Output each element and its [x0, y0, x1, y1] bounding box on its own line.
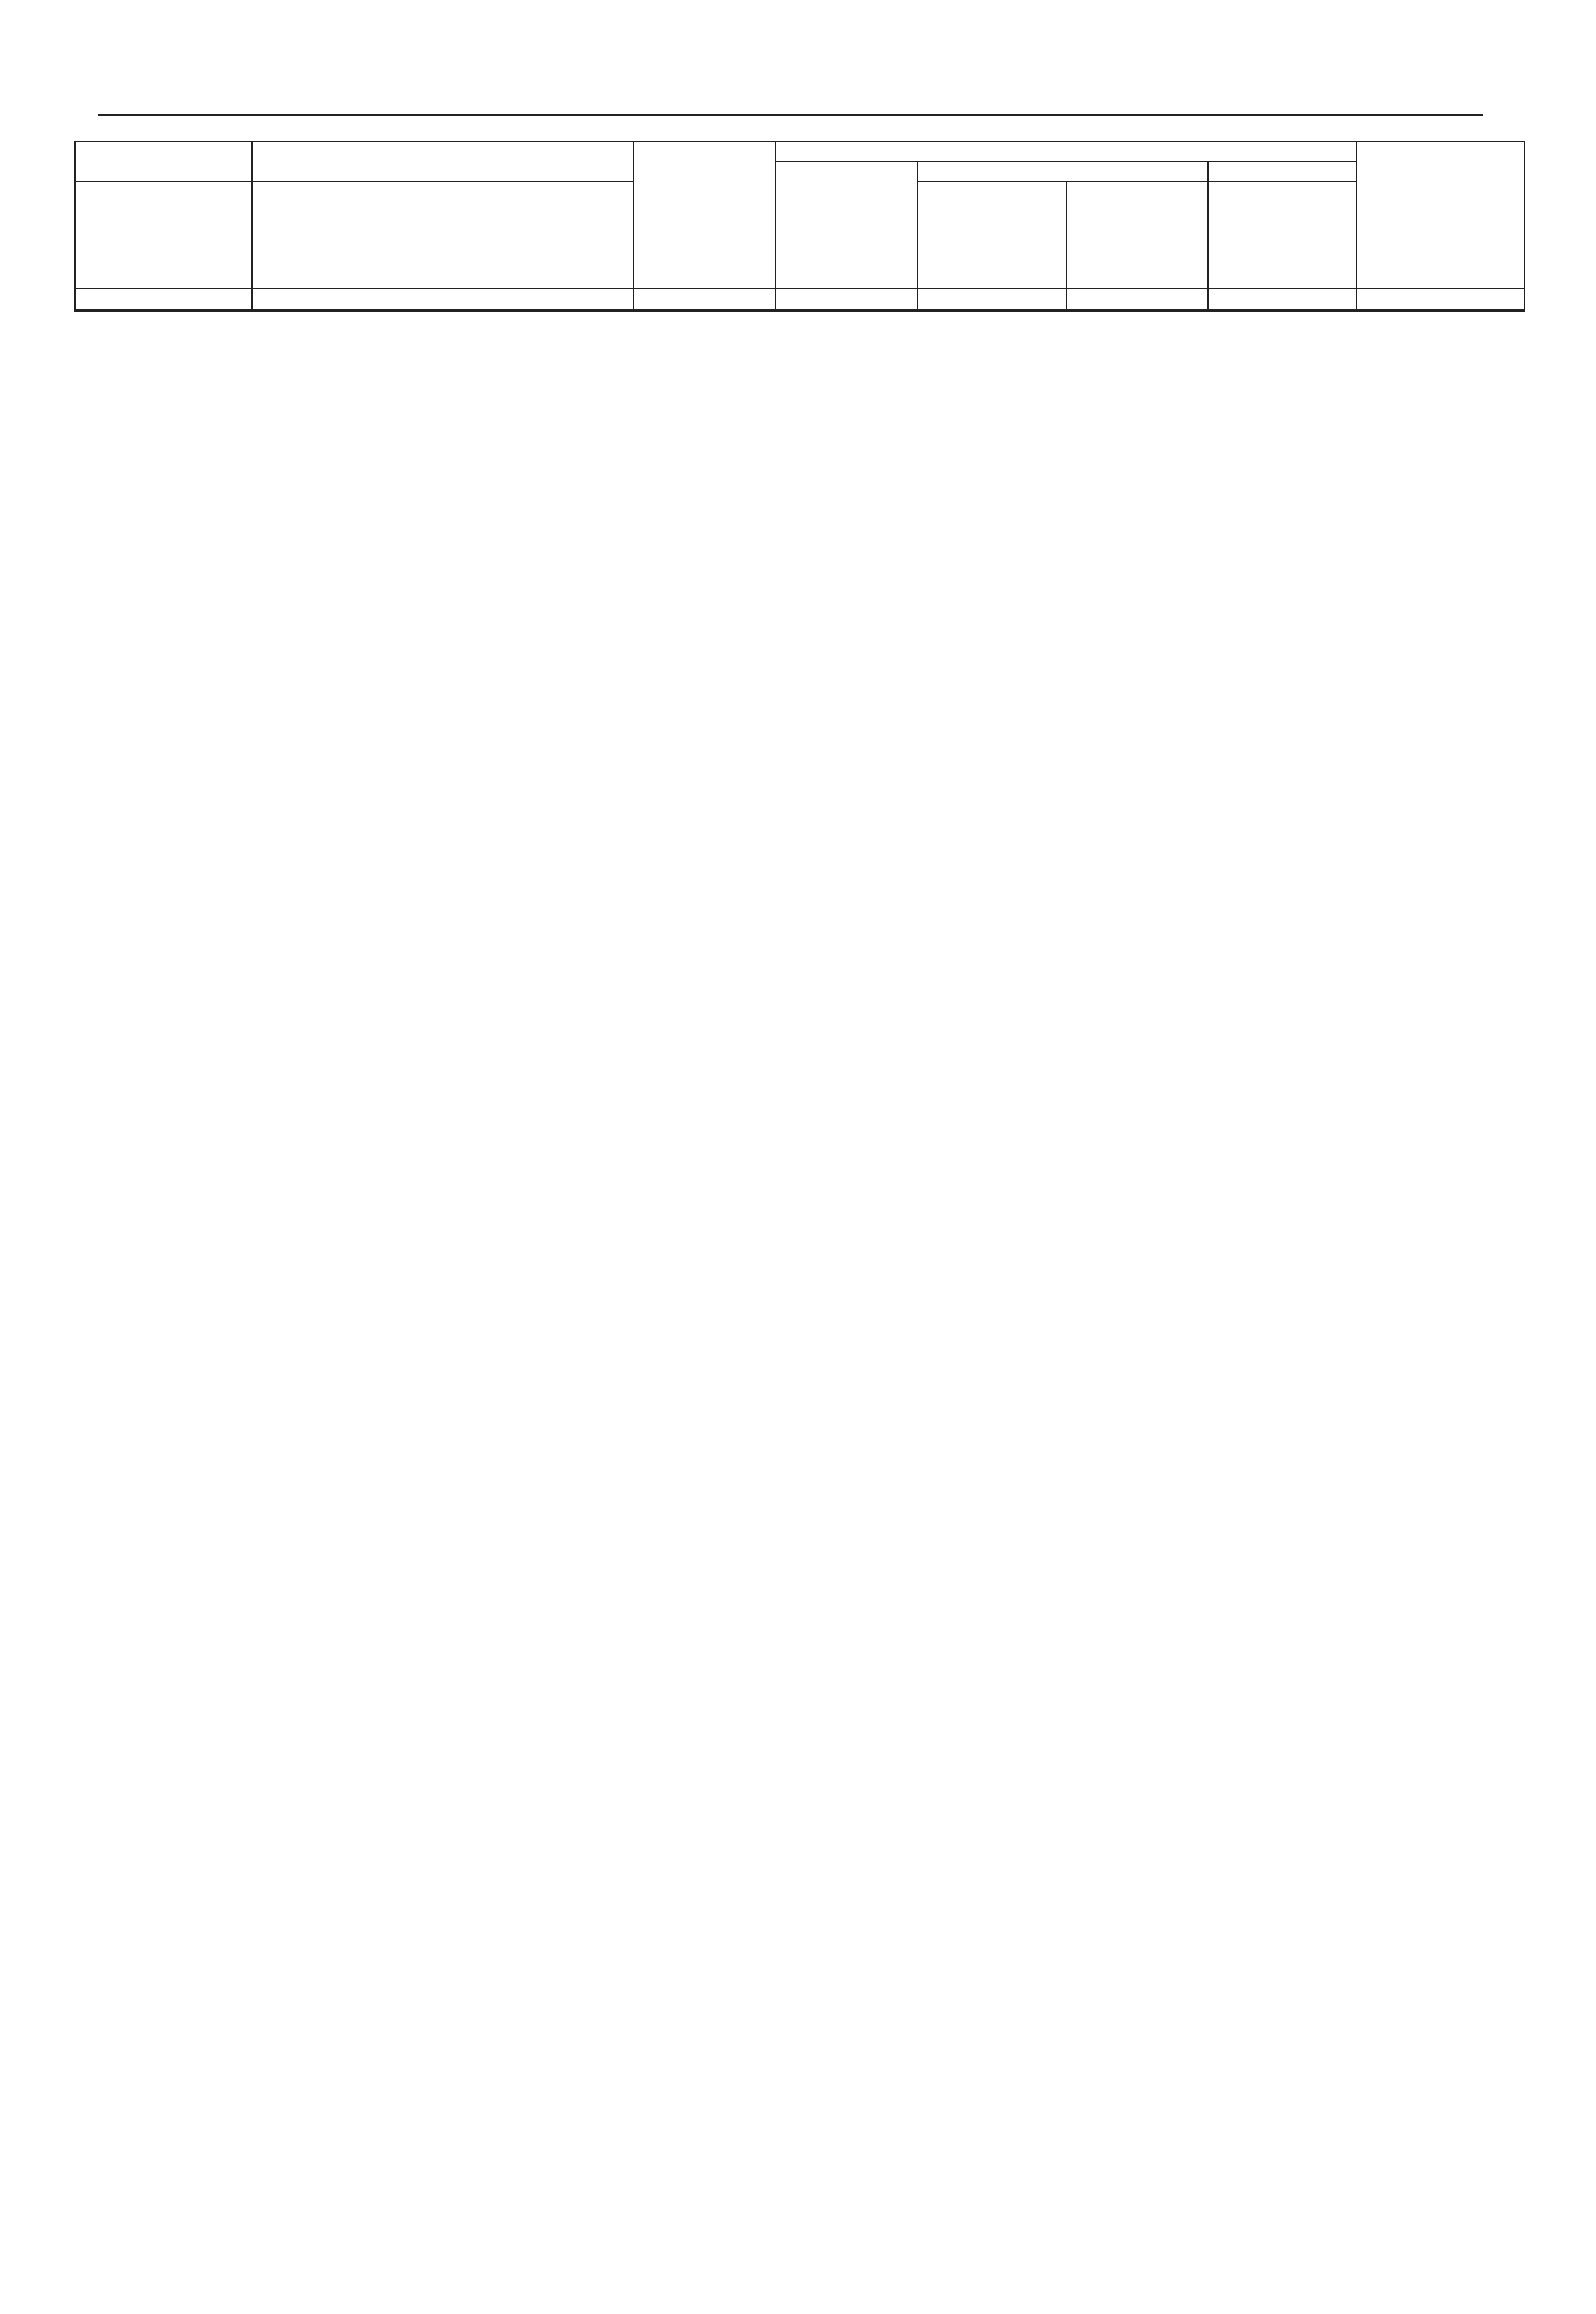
header-rule: [98, 114, 1483, 116]
section-row: [75, 310, 1524, 311]
header-labor-costs: [1357, 141, 1524, 288]
header-material-codes: [75, 182, 252, 288]
column-number: [1208, 288, 1357, 310]
section-body: [75, 310, 1524, 311]
section-title: [252, 310, 1524, 311]
rates-table: [74, 141, 1525, 312]
column-number: [252, 288, 634, 310]
header-work-name: [252, 141, 634, 182]
header-direct-costs: [634, 141, 776, 288]
column-number: [918, 288, 1066, 310]
header-including: [776, 141, 1357, 161]
table-header: [75, 141, 1524, 310]
header-rate-numbers: [75, 141, 252, 182]
column-numbers-row: [75, 288, 1524, 310]
column-number: [75, 288, 252, 310]
header-machinist-wages: [1066, 182, 1208, 288]
column-number: [776, 288, 918, 310]
header-materials: [1208, 161, 1357, 182]
column-number: [1357, 288, 1524, 310]
column-number: [1066, 288, 1208, 310]
header-machines-total: [918, 182, 1066, 288]
header-material-names: [252, 182, 634, 288]
header-material-consumption: [1208, 182, 1357, 288]
column-number: [634, 288, 776, 310]
header-machines: [918, 161, 1208, 182]
header-wages: [776, 161, 918, 288]
